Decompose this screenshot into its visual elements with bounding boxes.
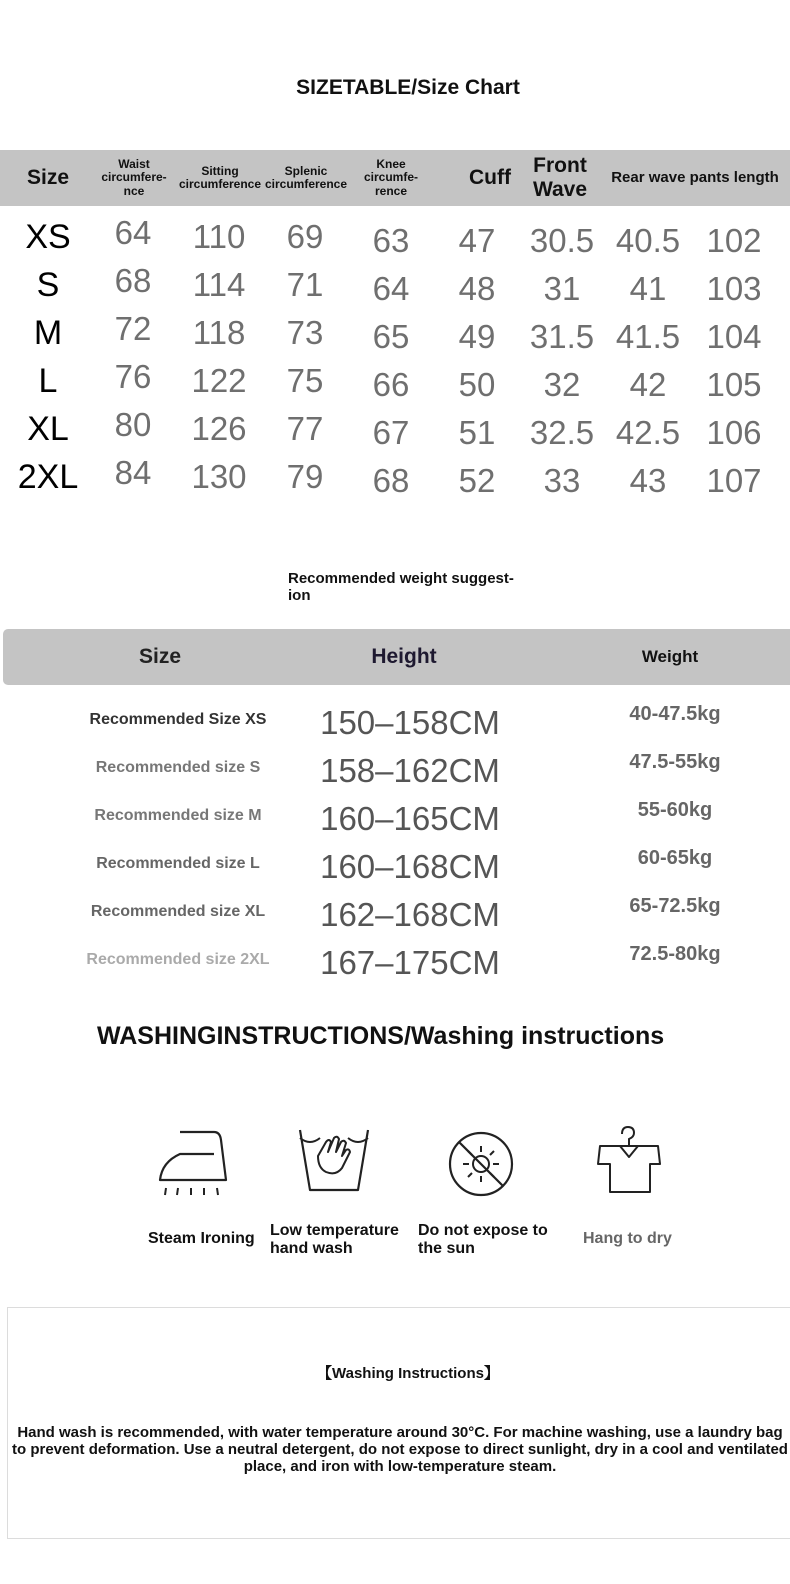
height-range: 158–162CM	[320, 752, 500, 789]
height-range: 167–175CM	[320, 944, 500, 981]
size-cell: 76	[114, 358, 152, 395]
header-rear-wave-pants-length: Rear wave pants length	[611, 168, 779, 186]
size-cell: 103	[706, 270, 762, 307]
size-chart-title: SIZETABLE/Size Chart	[296, 76, 520, 99]
size-label: S	[36, 266, 60, 304]
size-cell: 47	[458, 222, 496, 259]
header-cuff: Cuff	[469, 166, 511, 190]
header-splenic: Splenic circumference	[264, 163, 348, 191]
size-cell: 118	[192, 314, 246, 351]
size-cell: 130	[191, 458, 247, 495]
washing-box-text: Hand wash is recommended, with water temperature around 30°C. For machine washing, use a laundry bag to prevent deformation. Use a neutral detergent, do not expose to direct sunlight, dry in a cool and ventilated place, and iron with low-temperature steam.	[12, 1424, 788, 1475]
size-cell: 64	[114, 214, 152, 251]
size-label: 2XL	[17, 458, 79, 496]
size-cell: 72	[114, 310, 152, 347]
size-cell: 102	[706, 222, 762, 259]
size-cell: 52	[458, 462, 496, 499]
hang-dry-icon	[594, 1124, 674, 1200]
weight-range: 47.5-55kg	[629, 751, 721, 773]
size-cell: 32.5	[529, 414, 595, 451]
size-cell: 79	[286, 458, 324, 495]
steam-ironing-caption: Steam Ironing	[148, 1230, 255, 1247]
no-sun-icon	[442, 1126, 522, 1202]
size-cell: 66	[372, 366, 410, 403]
size-cell: 63	[372, 222, 410, 259]
no-sun-caption: Do not expose to the sun	[418, 1222, 548, 1257]
size-cell: 69	[286, 218, 324, 255]
washing-box-title: 【Washing Instructions】	[317, 1365, 499, 1382]
weight-range: 55-60kg	[637, 799, 713, 821]
height-range: 160–165CM	[320, 800, 500, 837]
size-cell: 106	[706, 414, 762, 451]
hand-wash-caption: Low temperature hand wash	[270, 1222, 399, 1257]
size-cell: 105	[706, 366, 762, 403]
size-cell: 41	[629, 270, 667, 307]
hand-wash-icon	[296, 1126, 376, 1202]
washing-title: WASHINGINSTRUCTIONS/Washing instructions	[97, 1022, 665, 1050]
size-cell: 110	[192, 218, 246, 255]
size-cell: 43	[629, 462, 667, 499]
size-cell: 50	[458, 366, 496, 403]
size-cell: 80	[114, 406, 152, 443]
size-cell: 77	[286, 410, 324, 447]
size-cell: 71	[286, 266, 324, 303]
header-front-wave: Front Wave	[532, 154, 588, 201]
size-label: XS	[25, 218, 71, 256]
header-sitting: Sitting circumference	[178, 163, 262, 191]
recommended-size-label: Recommended size 2XL	[86, 951, 270, 968]
size-cell: 114	[192, 266, 246, 303]
weight-range: 60-65kg	[637, 847, 713, 869]
size-cell: 32	[543, 366, 581, 403]
size-label: XL	[27, 410, 69, 448]
size-label: M	[33, 314, 63, 352]
size-cell: 73	[286, 314, 324, 351]
weight-range: 40-47.5kg	[629, 703, 721, 725]
size-cell: 107	[706, 462, 762, 499]
size-cell: 68	[114, 262, 152, 299]
recommended-size-label: Recommended size L	[96, 855, 260, 872]
size-cell: 68	[372, 462, 410, 499]
size-cell: 84	[114, 454, 152, 491]
weight-range: 65-72.5kg	[629, 895, 721, 917]
header-size: Size	[26, 166, 70, 190]
size-cell: 49	[458, 318, 496, 355]
size-cell: 126	[191, 410, 247, 447]
size-cell: 64	[372, 270, 410, 307]
size-cell: 67	[372, 414, 410, 451]
size-cell: 51	[458, 414, 496, 451]
weight-table-title: Recommended weight suggest-ion	[288, 570, 514, 604]
recommended-size-label: Recommended size XL	[90, 903, 266, 920]
size-cell: 42	[629, 366, 667, 403]
steam-iron-icon	[154, 1128, 234, 1204]
header-waist: Waist circumfere-nce	[101, 156, 167, 198]
recommended-size-label: Recommended Size XS	[89, 711, 267, 728]
size-cell: 122	[191, 362, 247, 399]
size-cell: 41.5	[615, 318, 681, 355]
height-range: 150–158CM	[320, 704, 500, 741]
size-cell: 40.5	[615, 222, 681, 259]
height-range: 160–168CM	[320, 848, 500, 885]
hang-dry-caption: Hang to dry	[583, 1230, 672, 1247]
size-cell: 31.5	[529, 318, 595, 355]
recommended-size-label: Recommended size M	[94, 807, 262, 824]
weight-range: 72.5-80kg	[629, 943, 721, 965]
weight-header-height: Height	[371, 645, 437, 668]
height-range: 162–168CM	[320, 896, 500, 933]
size-cell: 30.5	[529, 222, 595, 259]
size-cell: 31	[543, 270, 581, 307]
recommended-size-label: Recommended size S	[95, 759, 261, 776]
weight-header-size: Size	[138, 645, 182, 668]
size-cell: 104	[706, 318, 762, 355]
size-cell: 33	[543, 462, 581, 499]
size-cell: 42.5	[615, 414, 681, 451]
size-cell: 65	[372, 318, 410, 355]
size-cell: 75	[286, 362, 324, 399]
size-cell: 48	[458, 270, 496, 307]
weight-header-weight: Weight	[641, 647, 699, 666]
washing-instructions-box	[7, 1307, 790, 1539]
header-knee: Knee circumfe-rence	[363, 156, 419, 198]
size-label: L	[38, 362, 58, 400]
